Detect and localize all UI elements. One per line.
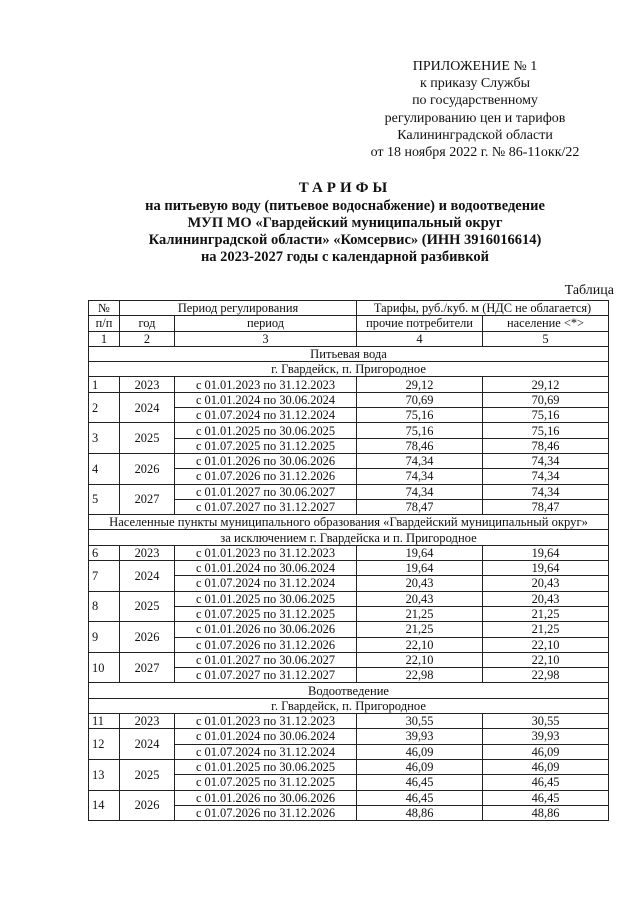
table-row [89,377,609,392]
appendix-line: регулированию цен и тарифов [384,110,566,126]
tariff-other: 75,16 [357,423,483,438]
table-row [89,591,609,606]
tariff-other: 74,34 [357,469,483,484]
row-period: с 01.07.2026 по 31.12.2026 [175,805,357,820]
row-period: с 01.01.2023 по 31.12.2023 [175,714,357,729]
row-year: 2023 [120,714,175,729]
table-row [89,759,609,774]
tariff-population: 21,25 [483,622,609,637]
row-number: 12 [89,729,120,760]
table-body [89,346,609,820]
tariff-population: 29,12 [483,377,609,392]
column-number: 2 [120,331,175,346]
table-row [89,423,609,438]
header-period: период [175,316,357,331]
tariff-population: 20,43 [483,576,609,591]
header-num: № [89,301,120,316]
row-year: 2024 [120,561,175,592]
row-period: с 01.01.2024 по 30.06.2024 [175,561,357,576]
row-year: 2023 [120,545,175,560]
row-period: с 01.01.2024 по 30.06.2024 [175,392,357,407]
tariff-population: 78,47 [483,499,609,514]
tariff-other: 46,45 [357,775,483,790]
tariff-population: 70,69 [483,392,609,407]
tariff-population: 22,10 [483,652,609,667]
tariff-population: 21,25 [483,606,609,621]
column-number: 3 [175,331,357,346]
appendix-line: к приказу Службы [420,76,530,92]
appendix-block [330,58,620,161]
tariff-other: 22,10 [357,637,483,652]
row-number: 9 [89,622,120,653]
row-number: 11 [89,714,120,729]
row-period: с 01.01.2023 по 31.12.2023 [175,545,357,560]
row-period: с 01.01.2025 по 30.06.2025 [175,591,357,606]
column-number: 4 [357,331,483,346]
tariff-other: 19,64 [357,561,483,576]
appendix-line: ПРИЛОЖЕНИЕ № 1 [412,59,538,74]
row-number: 13 [89,759,120,790]
tariff-other: 46,09 [357,744,483,759]
tariff-other: 48,86 [357,805,483,820]
row-number: 2 [89,392,120,423]
table-row [89,790,609,805]
tariff-other: 46,45 [357,790,483,805]
tariff-other: 22,10 [357,652,483,667]
tariff-population: 46,09 [483,744,609,759]
tariff-other: 46,09 [357,759,483,774]
row-year: 2023 [120,377,175,392]
row-period: с 01.01.2027 по 30.06.2027 [175,484,357,499]
table-label: Таблица [564,283,614,298]
tariff-population: 46,45 [483,775,609,790]
header-tariff-group: Тарифы, руб./куб. м (НДС не облагается) [357,301,609,316]
row-number: 6 [89,545,120,560]
section-heading: за исключением г. Гвардейска и п. Пригородное [89,530,609,545]
row-period: с 01.01.2023 по 31.12.2023 [175,377,357,392]
title-line: Калининградской области» «Комсервис» (ИНН 3916016614) [148,232,542,248]
column-number: 1 [89,331,120,346]
table-row [89,545,609,560]
row-period: с 01.01.2025 по 30.06.2025 [175,423,357,438]
row-period: с 01.01.2024 по 30.06.2024 [175,729,357,744]
row-period: с 01.07.2026 по 31.12.2026 [175,469,357,484]
appendix-line: Калининградской области [397,127,553,143]
row-number: 5 [89,484,120,515]
tariff-other: 29,12 [357,377,483,392]
section-row [89,698,609,713]
title-line: на питьевую воду (питьевое водоснабжение) и водоотведение [145,198,545,214]
section-row [89,515,609,530]
row-number: 8 [89,591,120,622]
section-row [89,362,609,377]
tariff-other: 74,34 [357,453,483,468]
row-number: 1 [89,377,120,392]
tariff-other: 78,47 [357,499,483,514]
tariff-population: 74,34 [483,469,609,484]
tariff-population: 22,98 [483,668,609,683]
section-heading: г. Гвардейск, п. Пригородное [89,698,609,713]
tariff-other: 19,64 [357,545,483,560]
tariff-other: 22,98 [357,668,483,683]
section-heading: Питьевая вода [89,346,609,361]
section-heading: Населенные пункты муниципального образования «Гвардейский муниципальный округ» [89,515,609,530]
tariff-population: 74,34 [483,453,609,468]
row-year: 2025 [120,423,175,454]
header-num-sub: п/п [89,316,120,331]
table-header [89,301,609,347]
table-row [89,453,609,468]
tariff-population: 46,09 [483,759,609,774]
row-period: с 01.07.2027 по 31.12.2027 [175,499,357,514]
row-year: 2027 [120,484,175,515]
appendix-line: от 18 ноября 2022 г. № 86-11окк/22 [370,145,580,161]
row-period: с 01.07.2027 по 31.12.2027 [175,668,357,683]
tariff-table [88,300,609,821]
tariff-population: 75,16 [483,408,609,423]
tariff-other: 70,69 [357,392,483,407]
table-row [89,729,609,744]
row-period: с 01.07.2024 по 31.12.2024 [175,576,357,591]
row-period: с 01.07.2024 по 31.12.2024 [175,408,357,423]
table-row [89,392,609,407]
row-year: 2025 [120,591,175,622]
section-heading: г. Гвардейск, п. Пригородное [89,362,609,377]
row-period: с 01.01.2026 по 30.06.2026 [175,790,357,805]
section-row [89,683,609,698]
column-number: 5 [483,331,609,346]
tariff-population: 39,93 [483,729,609,744]
row-period: с 01.01.2026 по 30.06.2026 [175,453,357,468]
row-period: с 01.07.2025 по 31.12.2025 [175,606,357,621]
tariff-population: 19,64 [483,561,609,576]
tariff-population: 22,10 [483,637,609,652]
row-number: 10 [89,652,120,683]
row-period: с 01.01.2025 по 30.06.2025 [175,759,357,774]
tariff-other: 74,34 [357,484,483,499]
table-row [89,652,609,667]
section-heading: Водоотведение [89,683,609,698]
row-year: 2024 [120,729,175,760]
table-row [89,714,609,729]
tariff-other: 21,25 [357,622,483,637]
tariff-population: 48,86 [483,805,609,820]
tariff-other: 78,46 [357,438,483,453]
row-number: 3 [89,423,120,454]
tariff-population: 30,55 [483,714,609,729]
row-period: с 01.01.2026 по 30.06.2026 [175,622,357,637]
section-row [89,346,609,361]
row-number: 7 [89,561,120,592]
title-heading: ТАРИФЫ [298,180,392,196]
tariff-population: 78,46 [483,438,609,453]
section-row [89,530,609,545]
tariff-population: 19,64 [483,545,609,560]
row-year: 2026 [120,622,175,653]
row-period: с 01.07.2024 по 31.12.2024 [175,744,357,759]
tariff-other: 75,16 [357,408,483,423]
title-line: МУП МО «Гвардейский муниципальный округ [187,215,503,231]
table-row [89,561,609,576]
table-row [89,622,609,637]
row-period: с 01.07.2025 по 31.12.2025 [175,775,357,790]
header-year: год [120,316,175,331]
table-row [89,484,609,499]
row-period: с 01.07.2025 по 31.12.2025 [175,438,357,453]
row-year: 2027 [120,652,175,683]
row-year: 2024 [120,392,175,423]
header-period-group: Период регулирования [120,301,357,316]
header-population: население <*> [483,316,609,331]
row-year: 2026 [120,790,175,821]
tariff-population: 75,16 [483,423,609,438]
row-period: с 01.01.2027 по 30.06.2027 [175,652,357,667]
header-other-consumers: прочие потребители [357,316,483,331]
row-year: 2026 [120,453,175,484]
document-title [85,180,605,266]
tariff-other: 30,55 [357,714,483,729]
tariff-other: 21,25 [357,606,483,621]
tariff-population: 20,43 [483,591,609,606]
row-number: 14 [89,790,120,821]
tariff-other: 39,93 [357,729,483,744]
tariff-other: 20,43 [357,591,483,606]
tariff-other: 20,43 [357,576,483,591]
row-number: 4 [89,453,120,484]
row-year: 2025 [120,759,175,790]
tariff-population: 46,45 [483,790,609,805]
row-period: с 01.07.2026 по 31.12.2026 [175,637,357,652]
title-line: на 2023-2027 годы с календарной разбивкой [200,249,490,265]
appendix-line: по государственному [412,93,538,109]
tariff-population: 74,34 [483,484,609,499]
